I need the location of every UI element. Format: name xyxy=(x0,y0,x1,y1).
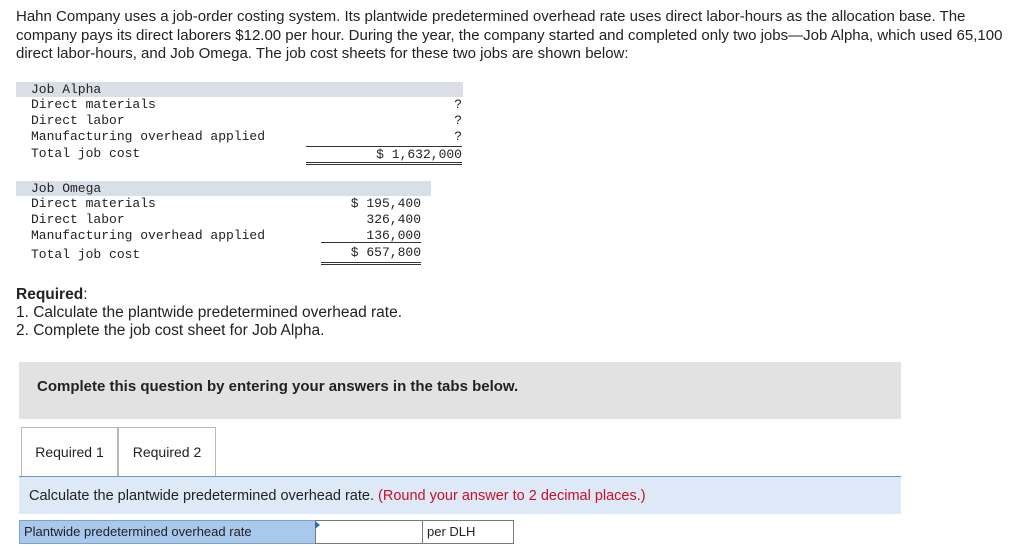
table-row xyxy=(16,113,463,129)
table-row xyxy=(16,212,431,228)
problem-statement: Hahn Company uses a job-order costing system. Its plantwide predetermined overhead rate uses direct labor-hours as the allocation base. The company pays its direct laborers $12.00 per hour. During the year, the company started and completed only two jobs—Job Alpha, which used 65,100 direct labor-hours, and Job Omega. The job cost sheets for these two jobs are shown below: xyxy=(16,8,1003,62)
row-label: Direct materials xyxy=(31,97,156,112)
table-row xyxy=(16,129,463,145)
tab-required-1[interactable]: Required 1 xyxy=(21,427,118,476)
table-row xyxy=(16,145,463,163)
required-section xyxy=(16,286,402,340)
row-value: $ 195,400 xyxy=(350,196,421,211)
row-value: ? xyxy=(454,129,462,144)
required-heading: Required xyxy=(16,286,84,303)
tab-required-2[interactable]: Required 2 xyxy=(118,427,216,477)
job-alpha-table xyxy=(16,82,463,163)
table-row xyxy=(16,244,431,266)
row-value: 326,400 xyxy=(366,212,421,227)
banner-text: Complete this question by entering your answers in the tabs below. xyxy=(37,378,519,395)
answer-label: Plantwide predetermined overhead rate xyxy=(19,520,321,544)
row-value: ? xyxy=(454,97,462,112)
flag-marker-icon xyxy=(315,521,320,529)
row-label: Direct labor xyxy=(31,113,125,128)
table-row xyxy=(16,196,431,212)
total-value: $ 657,800 xyxy=(321,242,421,265)
table-row xyxy=(16,97,463,113)
panel-instruction: Calculate the plantwide predetermined overhead rate. xyxy=(29,488,374,504)
total-value: $ 1,632,000 xyxy=(306,146,462,165)
colon: : xyxy=(83,286,88,303)
row-label: Direct labor xyxy=(31,212,125,227)
job-omega-title: Job Omega xyxy=(16,181,431,196)
answer-unit: per DLH xyxy=(423,520,514,544)
row-value: 136,000 xyxy=(366,228,421,243)
required-item: 1. Calculate the plantwide predetermined overhead rate. xyxy=(16,304,403,321)
panel-text xyxy=(29,488,646,504)
row-label: Manufacturing overhead applied xyxy=(31,228,266,243)
question-panel xyxy=(19,476,901,514)
row-label: Total job cost xyxy=(31,247,141,262)
job-alpha-title: Job Alpha xyxy=(16,82,463,97)
row-value: ? xyxy=(454,113,462,128)
instruction-banner xyxy=(19,362,901,419)
required-item: 2. Complete the job cost sheet for Job Alpha. xyxy=(16,322,325,339)
overhead-rate-input[interactable] xyxy=(315,520,423,544)
row-label: Total job cost xyxy=(31,146,141,161)
rounding-note: (Round your answer to 2 decimal places.) xyxy=(378,488,646,504)
job-omega-table xyxy=(16,181,431,266)
row-label: Direct materials xyxy=(31,196,156,211)
row-label: Manufacturing overhead applied xyxy=(31,129,266,144)
